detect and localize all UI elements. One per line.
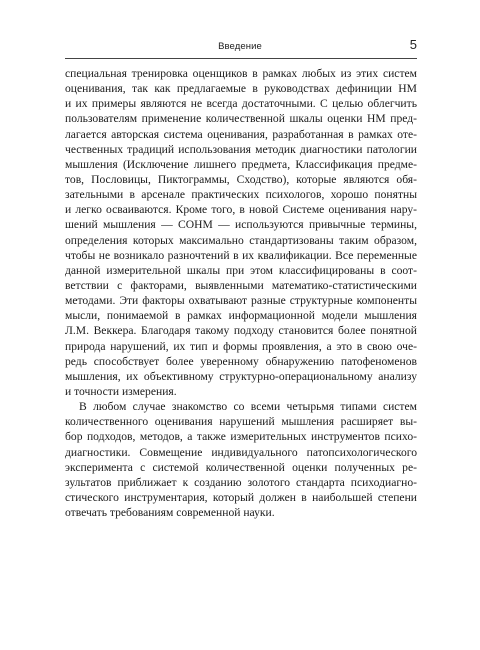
text-line: эксперимента с системой количественной оценки полученных ре- (65, 460, 417, 474)
text-line: оценивания, так как предлагаемые в руководствах дефиниции НМ (65, 82, 417, 96)
text-line: диагностики. Совмещение индивидуального патопсихологического (65, 445, 417, 459)
text-line: и легко осваиваются. Кроме того, в новой Системе оценивания нару- (65, 203, 417, 217)
text-line: и их примеры являются не всегда достаточными. С целью облегчить (65, 97, 417, 111)
text-line: Л.М. Веккера. Благодаря такому подходу становится более понятной (65, 324, 417, 338)
text-line: специальная тренировка оценщиков в рамках любых из этих систем (65, 67, 417, 80)
text-line: чтобы не возникало разночтений в их квалификации. Все переменные (65, 248, 417, 262)
text-line: количественного оценивания нарушений мышления расширяет вы- (65, 415, 417, 429)
header-divider (65, 58, 417, 59)
text-line: отвечать требованиям современной науки. (65, 506, 275, 520)
text-line: методами. Эти факторы охватывают разные структурные компоненты (65, 294, 417, 308)
text-line: лагается авторская система оценивания, разработанная в рамках оте- (65, 127, 417, 141)
text-line: определения которых максимально стандартизованы таким образом, (65, 233, 417, 247)
text-line: мышления (Исключение лишнего предмета, Классификация предме- (65, 157, 417, 171)
text-line: бор подходов, методов, а также измерительных инструментов психо- (65, 430, 417, 444)
text-line: тов, Пословицы, Пиктограммы, Сходство), которые являются обя- (65, 172, 417, 186)
page-number: 5 (409, 37, 417, 52)
paragraph-2 (65, 399, 417, 520)
body-text (65, 66, 417, 520)
text-line: редь способствует более уверенному обнаружению патофеноменов (65, 354, 417, 368)
text-line: зательными в арсенале практических психологов, хорошо понятны (65, 188, 417, 202)
text-line: пользователям применение количественной шкалы оценки НМ пред- (65, 112, 417, 126)
text-line: природа нарушений, их тип и формы проявления, а это в свою оче- (65, 339, 417, 353)
running-header (65, 37, 417, 56)
text-line: мысли, понимаемой в рамках информационной модели мышления (65, 309, 417, 323)
paragraph-1 (65, 66, 417, 399)
text-line: шений мышления — СОНМ — используются привычные термины, (65, 218, 417, 232)
text-line: и точности измерения. (65, 384, 177, 398)
text-line: мышления, их объективному структурно-операциональному анализу (65, 369, 417, 383)
text-line: ветствии с факторами, выявленными математико-статистическими (65, 278, 417, 292)
chapter-title: Введение (218, 41, 262, 52)
text-line: стического инструментария, который должен в наибольшей степени (65, 490, 417, 504)
text-line: В любом случае знакомство со всеми четырьмя типами систем (79, 400, 417, 414)
text-line: чественных традиций использования методик диагностики патологии (65, 142, 417, 156)
text-line: данной измерительной шкалы при этом классифицированы в соот- (65, 263, 417, 277)
text-line: зультатов приближает к созданию золотого стандарта психодиагно- (65, 475, 417, 489)
